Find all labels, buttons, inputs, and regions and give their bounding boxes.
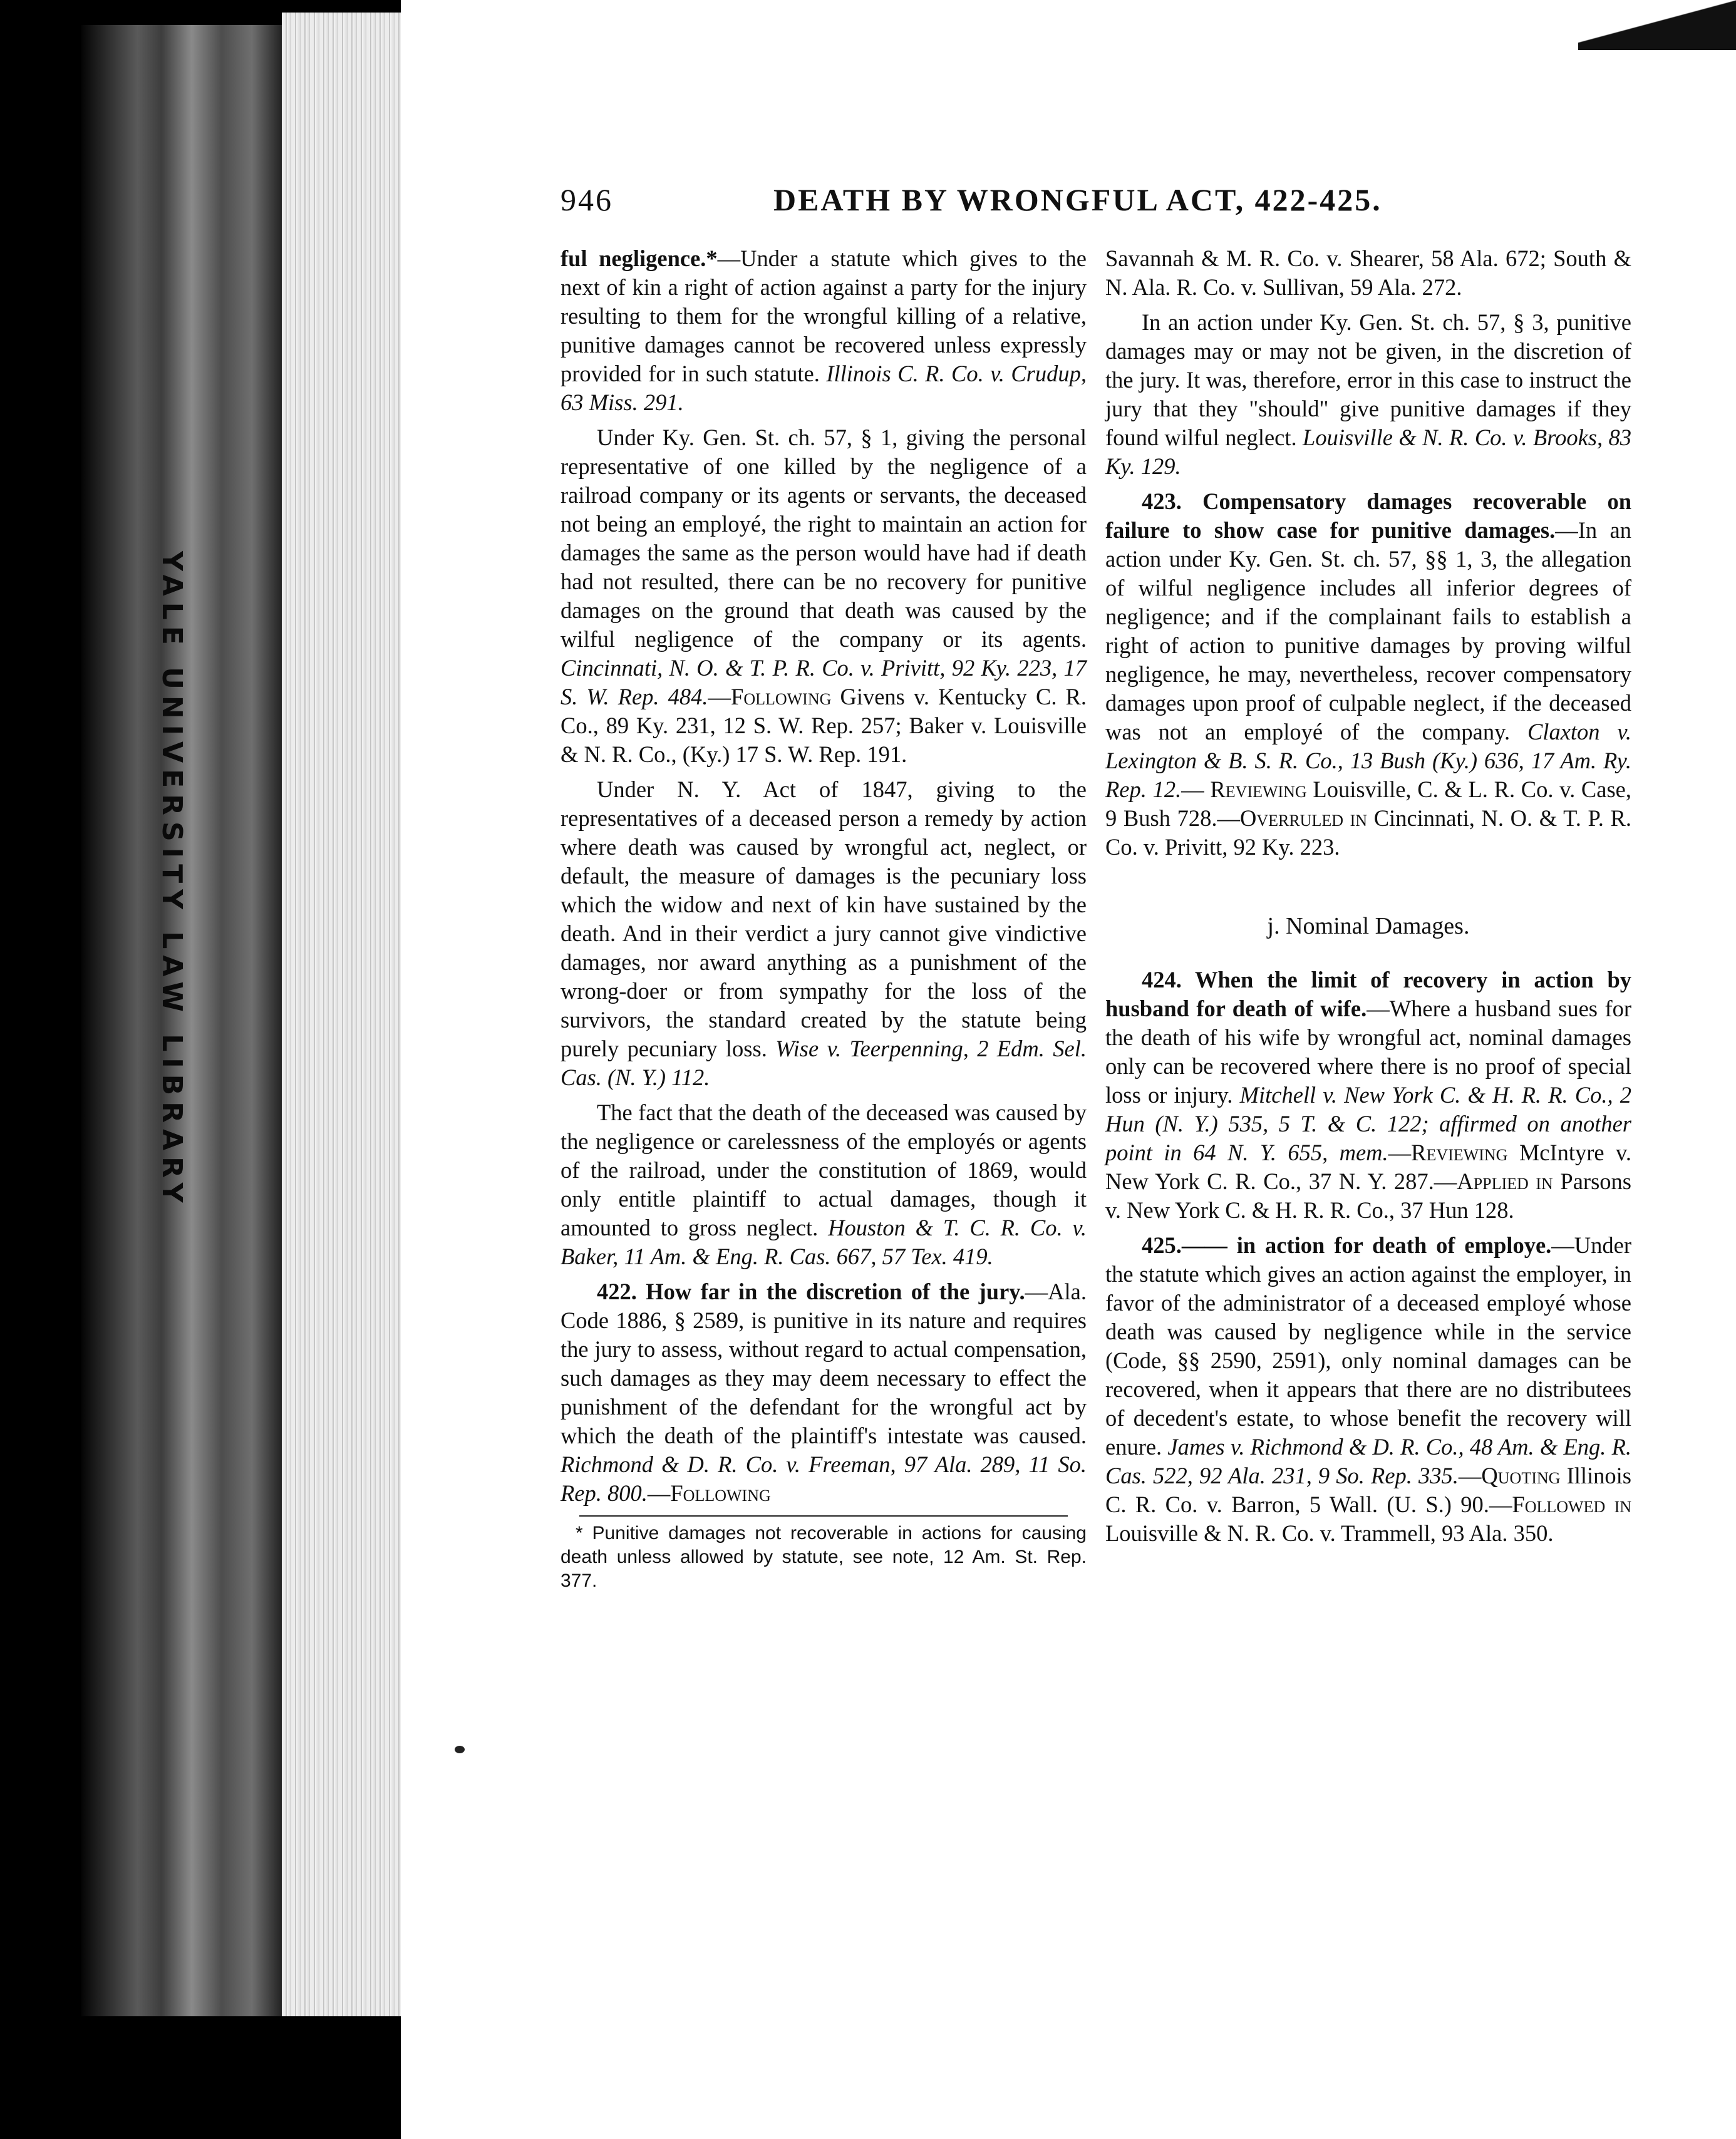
right-paragraph-3: 423. Compensatory damages recoverable on failure to show case for punitive damages.—In an action under Ky. Gen. St. ch. 57, §§ 1, 3, the allegation of wilful negligence includes all inferior degrees of negligence; and if the complainant fails to establish a right of action to punitive damages by proving wilful negligence, he may, nevertheless, recover compensatory damages upon proof of culpable neglect, if the deceased was not an employé of the company. Claxton v. Lexington & B. S. R. Co., 13 Bush (Ky.) 636, 17 Am. Ry. Rep. 12.— Reviewing Louisville, C. & L. R. Co. v. Case, 9 Bush 728.—Overruled in Cincinnati, N. O. & T. P. R. Co. v. Privitt, 92 Ky. 223. [1105,488,1631,860]
quoting-label: —Quoting [1458,1463,1561,1488]
left-column [561,244,1087,1593]
running-title: DEATH BY WRONGFUL ACT, 422-425. [773,182,1382,217]
page-edges [282,13,407,2016]
section-heading: 422. How far in the discretion of the jury. [597,1279,1025,1304]
citation: Mitchell v. New York C. & H. R. R. Co., 2 Hun (N. Y.) 535, 5 T. & C. 122; affirmed on another point in 64 N. Y. 655, mem. [1105,1082,1631,1165]
citation: Claxton v. Lexington & B. S. R. Co., 13 Bush (Ky.) 636, 17 Am. Ry. Rep. 12. [1105,719,1631,802]
left-paragraph-1: ful negligence.*—Under a statute which gives to the next of kin a right of action against a party for the injury resulting to them for the wrongful killing of a relative, punitive damages cannot be recovered unless expressly provided for in such statute. Illinois C. R. Co. v. Crudup, 63 Miss. 291. [561,245,1087,415]
citation: Illinois C. R. Co. v. Crudup, 63 Miss. 291. [561,361,1087,415]
right-paragraph-2: In an action under Ky. Gen. St. ch. 57, § 3, punitive damages may or may not be given, in the discretion of the jury. It was, therefore, error in this case to instruct the jury that they "should" give punitive damages if they found wilful neglect. Louisville & N. R. Co. v. Brooks, 83 Ky. 129. [1105,309,1631,479]
right-paragraph-5: 425.—— in action for death of employe.—Under the statute which gives an action against the employer, in favor of the administrator of a deceased employé whose death was caused by negligence while in the service (Code, §§ 2590, 2591), only nominal damages can be recovered, when it appears that there are no distributees of decedent's estate, to whose benefit the recovery will enure. James v. Richmond & D. R. Co., 48 Am. & Eng. R. Cas. 522, 92 Ala. 231, 9 So. Rep. 335.—Quoting Illinois C. R. Co. v. Barron, 5 Wall. (U. S.) 90.—Followed in Louisville & N. R. Co. v. Trammell, 93 Ala. 350. [1105,1232,1632,1546]
section-heading: 424. When the limit of recovery in action by husband for death of wife. [1105,967,1631,1021]
citation: Richmond & D. R. Co. v. Freeman, 97 Ala. 289, 11 So. Rep. 800. [561,1451,1087,1506]
right-column [1105,244,1631,1554]
citation: Louisville & N. R. Co. v. Brooks, 83 Ky. 129. [1105,425,1631,479]
page-corner [1578,0,1736,50]
page-number: 946 [561,182,613,217]
citation: Cincinnati, N. O. & T. P. R. Co. v. Privitt, 92 Ky. 223, 17 S. W. Rep. 484. [561,655,1087,709]
subsection-heading: j. Nominal Damages. [1267,913,1470,939]
reviewing-label: —Reviewing [1388,1140,1508,1165]
following-label: —Following [708,684,832,709]
right-paragraph-1: Savannah & M. R. Co. v. Shearer, 58 Ala. 672; South & N. Ala. R. Co. v. Sullivan, 59 Ala. 272. [1105,245,1631,300]
followed-label: —Followed in [1489,1492,1632,1517]
citation: James v. Richmond & D. R. Co., 48 Am. & Eng. R. Cas. 522, 92 Ala. 231, 9 So. Rep. 335. [1105,1434,1632,1488]
reviewing-label: — Reviewing [1181,776,1307,802]
footnote-rule [579,1515,1068,1517]
overruled-label: —Overruled in [1217,805,1368,831]
section-heading: ful negligence.* [561,245,718,271]
section-heading: 425.—— in action for death of employe. [1142,1232,1552,1258]
footnote: * Punitive damages not recoverable in actions for causing death unless allowed by statute, see note, 12 Am. St. Rep. 377. [561,1523,1087,1591]
right-paragraph-4: 424. When the limit of recovery in action by husband for death of wife.—Where a husband sues for the death of his wife by wrongful act, nominal damages only can be recovered where there is no proof of special loss or injury. Mitchell v. New York C. & H. R. R. Co., 2 Hun (N. Y.) 535, 5 T. & C. 122; affirmed on another point in 64 N. Y. 655, mem.—Reviewing McIntyre v. New York C. R. Co., 37 N. Y. 287.—Applied in Parsons v. New York C. & H. R. R. Co., 37 Hun 128. [1105,967,1631,1223]
left-paragraph-3: Under N. Y. Act of 1847, giving to the representatives of a deceased person a remedy by action where death was caused by wrongful act, neglect, or default, the measure of damages is the pecuniary loss which the widow and next of kin have sustained by the death. And in their verdict a jury cannot give vindictive damages, nor award anything as a punishment of the wrong-doer or from sympathy for the loss of the survivors, the standard created by the statute being purely pecuniary loss. Wise v. Teerpenning, 2 Edm. Sel. Cas. (N. Y.) 112. [561,776,1087,1090]
ink-spot [455,1746,465,1753]
citation: Houston & T. C. R. Co. v. Baker, 11 Am. & Eng. R. Cas. 667, 57 Tex. 419. [561,1215,1087,1269]
left-paragraph-4: The fact that the death of the deceased was caused by the negligence or carelessness of the employés or agents of the railroad, under the constitution of 1869, would only entitle plaintiff to actual damages, though it amounted to gross neglect. Houston & T. C. R. Co. v. Baker, 11 Am. & Eng. R. Cas. 667, 57 Tex. 419. [561,1100,1087,1269]
left-paragraph-2: Under Ky. Gen. St. ch. 57, § 1, giving the personal representative of one killed by the negligence of a railroad company or its agents or servants, the deceased not being an employé, the right to maintain an action for damages the same as the person would have had if death had not resulted, there can be no recovery for punitive damages on the ground that death was caused by the wilful negligence of the company or its agents. Cincinnati, N. O. & T. P. R. Co. v. Privitt, 92 Ky. 223, 17 S. W. Rep. 484.—Following Givens v. Kentucky C. R. Co., 89 Ky. 231, 12 S. W. Rep. 257; Baker v. Louisville & N. R. Co., (Ky.) 17 S. W. Rep. 191. [561,425,1087,767]
spine-stamp-text: YALE UNIVERSITY LAW LIBRARY [156,551,188,1209]
citation: Wise v. Teerpenning, 2 Edm. Sel. Cas. (N. Y.) 112. [561,1036,1087,1090]
following-label: —Following [647,1480,771,1506]
applied-label: —Applied in [1434,1168,1553,1194]
left-paragraph-5: 422. How far in the discretion of the jury.—Ala. Code 1886, § 2589, is punitive in its nature and requires the jury to assess, without regard to actual compensation, such damages as they may deem necessary to effect the punishment of the defendant for the wrongful act by which the death of the plaintiff's intestate was caused. Richmond & D. R. Co. v. Freeman, 97 Ala. 289, 11 So. Rep. 800.—Following [561,1279,1087,1506]
section-heading: 423. Compensatory damages recoverable on failure to show case for punitive damages. [1105,488,1631,543]
